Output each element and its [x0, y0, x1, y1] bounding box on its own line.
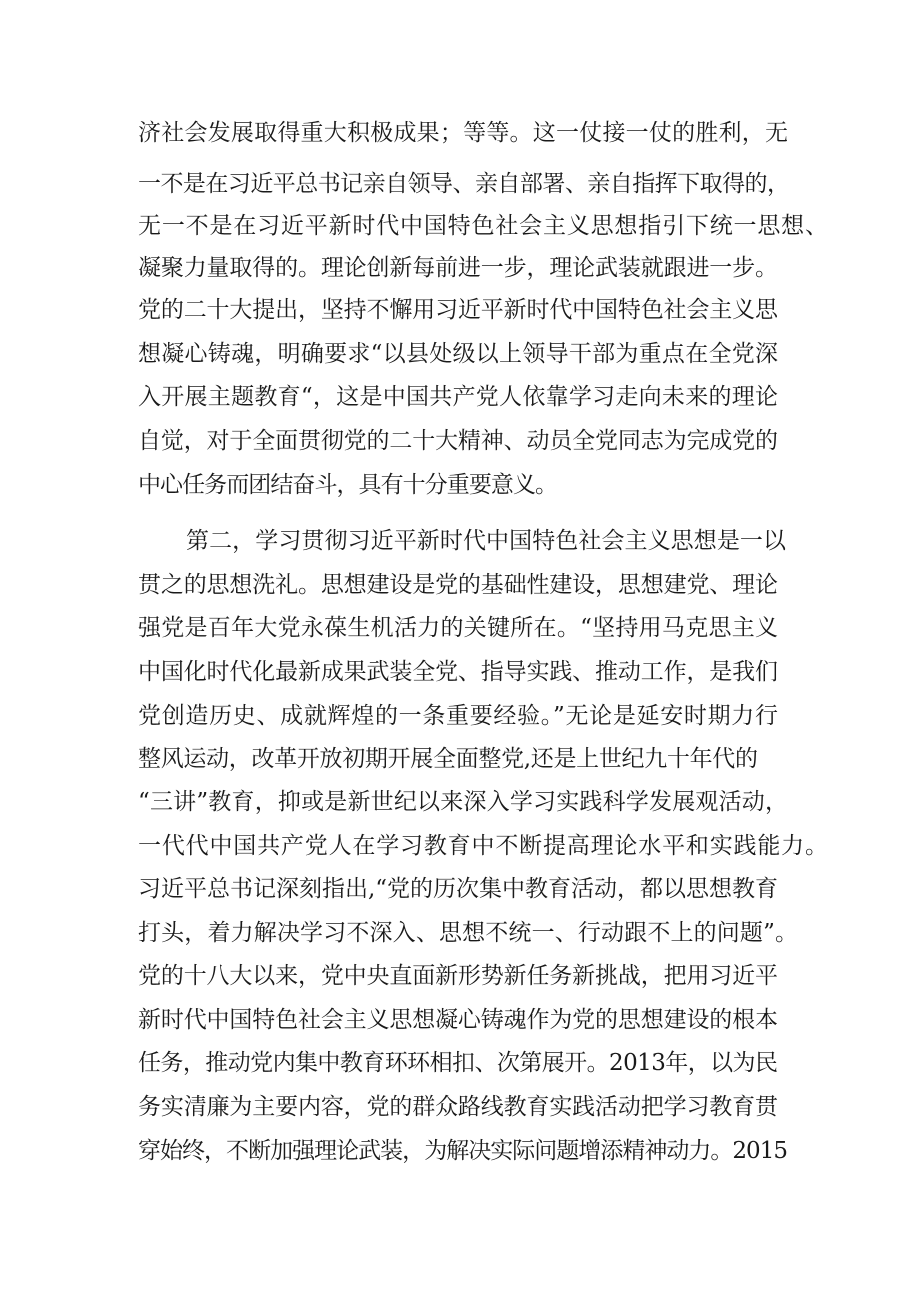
text-line: 党的二十大提出，坚持不懈用习近平新时代中国特色社会主义思 [138, 297, 778, 323]
text-line: 一不是在习近平总书记亲自领导、亲自部署、亲自指挥下取得的， [138, 171, 790, 197]
text-line: 党的十八大以来，党中央直面新形势新任务新挑战，把用习近平 [138, 963, 778, 989]
text-line: 一代代中国共产党人在学习教育中不断提高理论水平和实践能力。 [138, 833, 829, 859]
text-line: “三讲”教育，抑或是新世纪以来深入学习实践科学发展观活动， [138, 789, 789, 815]
text-line: 任务，推动党内集中教育环环相扣、次第展开。2013年，以为民 [138, 1050, 778, 1076]
text-line: 想凝心铸魂，明确要求“以县处级以上领导干部为重点在全党深 [138, 341, 779, 367]
text-line: 务实清廉为主要内容，党的群众路线教育实践活动把学习教育贯 [138, 1094, 778, 1120]
text-line: 中心任务而团结奋斗，具有十分重要意义。 [138, 472, 558, 498]
text-line: 入开展主题教育“，这是中国共产党人依靠学习走向未来的理论 [138, 384, 779, 410]
text-line: 党创造历史、成就辉煌的一条重要经验。”无论是延安时期力行 [138, 703, 779, 729]
text-line: 新时代中国特色社会主义思想凝心铸魂作为党的思想建设的根本 [138, 1007, 778, 1033]
text-line: 整风运动，改革开放初期开展全面整党,还是上世纪九十年代的 [138, 746, 758, 772]
text-line: 打头，着力解决学习不深入、思想不统一、行动跟不上的问题”。 [138, 920, 799, 946]
text-line: 自觉，对于全面贯彻党的二十大精神、动员全党同志为完成党的 [138, 428, 778, 454]
text-line: 强党是百年大党永葆生机活力的关键所在。“坚持用马克思主义 [138, 615, 779, 641]
text-line: 凝聚力量取得的。理论创新每前进一步，理论武装就跟进一步。 [138, 255, 778, 281]
text-line: 济社会发展取得重大积极成果；等等。这一仗接一仗的胜利，无 [138, 120, 789, 146]
text-line: 中国化时代化最新成果武装全党、指导实践、推动工作，是我们 [138, 659, 778, 685]
text-line: 习近平总书记深刻指出,“党的历次集中教育活动，都以思想教育 [138, 876, 778, 902]
text-line: 第二，学习贯彻习近平新时代中国特色社会主义思想是一以 [186, 528, 787, 554]
text-line: 无一不是在习近平新时代中国特色社会主义思想指引下统一思想、 [138, 213, 829, 239]
text-line: 穿始终，不断加强理论武装，为解决实际问题增添精神动力。2015 [138, 1138, 788, 1164]
text-line: 贯之的思想洗礼。思想建设是党的基础性建设，思想建党、理论 [138, 572, 778, 598]
